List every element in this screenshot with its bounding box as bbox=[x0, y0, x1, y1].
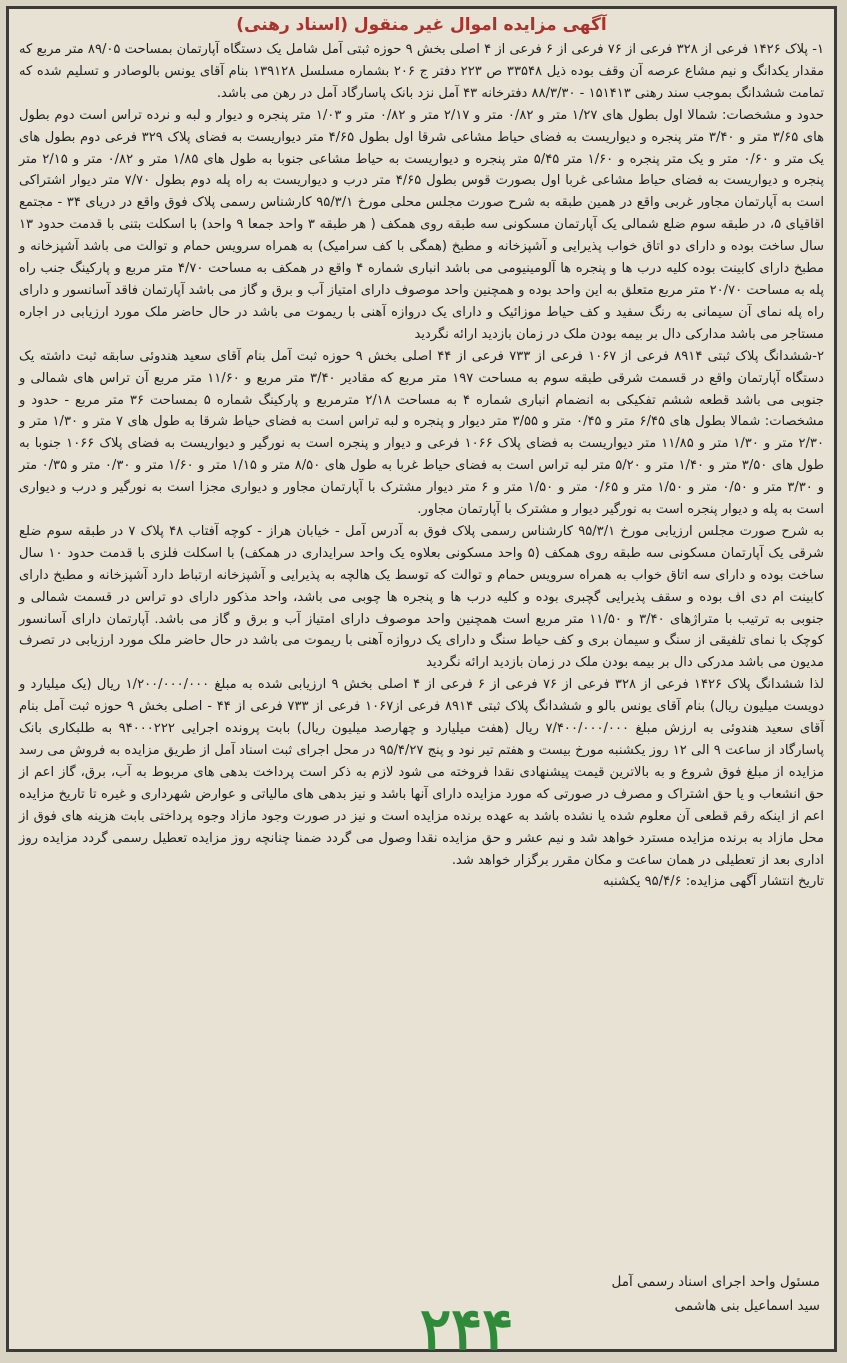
notice-body bbox=[9, 39, 834, 893]
paragraph-4: به شرح صورت مجلس ارزیابی مورخ ۹۵/۳/۱ کارشناس رسمی پلاک فوق به آدرس آمل - خیابان هراز - کوچه آفتاب ۴۸ پلاک ۷ در طبقه سوم ضلع شرقی یک آپارتمان مسکونی سه طبقه روی همکف (۵ واحد مسکونی بعلاوه یک واحد سرایداری در همکف) با اسکلت فلزی با قدمت حدود ۱۰ سال ساخت بوده و دارای سه اتاق خواب به همراه سرویس حمام و توالت که توسط یک هالچه به پذیرایی و آشپزخانه ارتباط دارد آشپزخانه و مطبخ دارای کابینت ام دی اف بوده و سقف پذیرایی گچبری بوده و کلیه درب ها و پنجره ها چوبی می باشد، واحد مذکور دارای دو تراس در قسمت شمالی و جنوبی به ترتیب با متراژهای ۳/۴۰ و ۱۱/۵۰ متر مربع است همچنین واحد موصوف دارای امتیاز آب و برق و گاز می باشد. آپارتمان دارای آسانسور کوچک با نمای تلفیقی از سنگ و سیمان بری و کف حیاط سنگ و دارای یک دروازه آهنی با ریموت می باشد در حال حاضر ملک مورد ارزیابی در تصرف مدیون می باشد مدرکی دال بر بیمه بودن ملک در زمان بازدید ارائه نگردید bbox=[19, 523, 824, 671]
publish-date: تاریخ انتشار آگهی مزایده: ۹۵/۴/۶ یکشنبه bbox=[602, 874, 824, 890]
paragraph-5: لذا ششدانگ پلاک ۱۴۲۶ فرعی از ۳۲۸ فرعی از ۷۶ فرعی از ۶ فرعی از ۴ اصلی بخش ۹ ارزیابی شده به مبلغ ۱/۲۰۰/۰۰۰/۰۰۰ ریال (یک میلیارد و دویست میلیون ریال) بنام آقای یونس بالو و ششدانگ پلاک ثبتی ۸۹۱۴ فرعی از۱۰۶۷ فرعی از ۷۳۳ فرعی از ۴۴ - اصلی بخش ۹ حوزه ثبت آمل بنام آقای سعید هندوئی به ارزش مبلغ ۷/۴۰۰/۰۰۰/۰۰۰ ریال (هفت میلیارد و چهارصد میلیون ریال) بابت پرونده اجرایی ۹۴۰۰۰۲۲۲ به طلبکاری بانک پاسارگاد از ساعت ۹ الی ۱۲ روز یکشنبه مورخ بیست و هفتم تیر نود و پنج ۹۵/۴/۲۷ در محل اجرای ثبت اسناد آمل از طریق مزایده به فروش می رسد مزایده از مبلغ فوق شروع و به بالاترین قیمت پیشنهادی نقدا فروخته می شود لازم به ذکر است پرداخت بدهی های مربوط به آب، برق، گاز اعم از حق انشعاب و یا حق اشتراک و مصرف در صورتی که مورد مزایده دارای آنها باشد و نیز بدهی های مالیاتی و عوارض شهرداری و غیره تا تاریخ مزایده اعم از اینکه رقم قطعی آن معلوم شده یا نشده باشد به عهده برنده مزایده است و نیز در صورت وجود مازاد وجوه پرداختی بابت هزینه های فوق از محل مازاد به برنده مزایده مسترد خواهد شد و نیم عشر و حق مزایده نقدا وصول می گردد ضمنا چنانچه روز مزایده تعطیل رسمی گردد مزایده روز اداری بعد از تعطیلی در همان ساعت و مکان مقرر برگزار خواهد شد. bbox=[19, 677, 825, 868]
paragraph-3: ۲-ششدانگ پلاک ثبتی ۸۹۱۴ فرعی از ۱۰۶۷ فرعی از ۷۳۳ فرعی از ۴۴ اصلی بخش ۹ حوزه ثبت آمل بنام آقای سعید هندوئی سابقه ثبت داشته یک دستگاه آپارتمان واقع در قسمت شرقی طبقه سوم به مساحت ۱۹۷ متر مربع که مقادیر ۳/۴۰ متر مربع و ۱۱/۶۰ متر مربع آن تراس های شمالی و جنوبی می باشد قطعه ششم تفکیکی به انضمام انباری شماره ۴ به مساحت ۲/۱۸ مترمربع و پارکینگ شماره ۵ بمساحت ۳۶ متر مربع - حدود و مشخصات: شمالا بطول های ۶/۴۵ متر و ۰/۴۵ متر و ۳/۵۵ متر دیوار و پنجره و لبه تراس است به فضای حیاط شرقا به طول های ۷ متر و ۱/۳۰ متر و ۲/۳۰ متر و ۱/۳۰ متر و ۱۱/۸۵ متر دیواریست به فضای پلاک ۱۰۶۶ فرعی و دیوار و پنجره است به نورگیر و دیواریست به فضای پلاک ۱۰۶۶ جنوبا به طول های ۳/۵۰ متر و ۱/۴۰ متر و ۵/۲۰ متر لبه تراس است به فضای حیاط غربا به طول های ۸/۵۰ متر و ۱/۱۵ متر و ۱/۶۰ متر و ۰/۳۰ متر و ۰/۳۵ متر و ۳/۳۰ متر و ۰/۵۰ متر و ۱/۵۰ متر و ۰/۶۵ متر و ۱/۵۰ متر و ۶ متر دیوار مشترک با آپارتمان مجاور و دیواری مجزا است به نورگیر و درب و دیواری است به پله و دیوار پنجره است به نورگیر دیوار و مشترک با آپارتمان مجاور. bbox=[19, 348, 825, 518]
notice-title: آگهی مزایده اموال غیر منقول (اسناد رهنی) bbox=[236, 15, 607, 35]
signature-block bbox=[500, 1270, 820, 1318]
handwritten-number: ۲۴۴ bbox=[420, 1295, 514, 1363]
signature-name: سید اسماعیل بنی هاشمی bbox=[674, 1298, 820, 1314]
paragraph-1: ۱- پلاک ۱۴۲۶ فرعی از ۳۲۸ فرعی از ۷۶ فرعی از ۶ فرعی از ۴ اصلی بخش ۹ حوزه ثبتی آمل شامل یک دستگاه آپارتمان بمساحت ۸۹/۰۵ متر مربع که مقدار یکدانگ و نیم مشاع عرصه آن وقف بوده ذیل ۳۳۵۴۸ ص ۲۲۳ دفتر ج ۲۰۶ بشماره مسلسل ۱۳۹۱۲۸ بنام آقای یونس بالوصادر و تسلیم شده که تمامت ششدانگ بموجب سند رهنی ۱۵۱۴۱۳ - ۸۸/۳/۳۰ دفترخانه ۴۳ آمل نزد بانک پاسارگاد آمل در رهن می باشد. bbox=[19, 42, 825, 101]
notice-sheet bbox=[6, 6, 837, 1352]
signature-title: مسئول واحد اجرای اسناد رسمی آمل bbox=[611, 1274, 820, 1290]
paragraph-2: حدود و مشخصات: شمالا اول بطول های ۱/۲۷ متر و ۰/۸۲ متر و ۲/۱۷ متر و ۰/۸۲ متر و ۱/۰۳ متر پنجره و دیوار و لبه و نرده تراس است دوم بطول های ۳/۶۵ متر و ۳/۴۰ متر پنجره و دیواریست به فضای حیاط مشاعی شرقا اول بطول ۴/۶۵ متر دیواریست به فضای پلاک ۳۲۹ فرعی دوم بطول های یک متر و ۰/۶۰ متر و یک متر پنجره و ۱/۶۰ متر ۵/۴۵ متر پنجره و دیواریست به حیاط مشاعی جنوبا به طول های ۱/۸۵ متر و ۰/۸۲ متر و ۲/۱۵ متر پنجره و دیواریست به فضای حیاط مشاعی غربا اول بصورت قوس بطول ۴/۶۵ متر درب و دیواریست به راه پله دوم بطول ۷/۷۰ متر دیوار اشتراکی است به آپارتمان مجاور غربی واقع در همین طبقه به شرح صورت مجلس محلی مورخ ۹۵/۳/۱ کارشناس رسمی پلاک فوق واقع در دریای ۳۴ - مجتمع اقاقیای ۵، در طبقه سوم ضلع شمالی یک آپارتمان مسکونی سه طبقه روی همکف ( هر طبقه ۳ واحد جمعا ۹ واحد) با اسکلت بتنی با قدمت حدود ۱۳ سال ساخت بوده و دارای دو اتاق خواب پذیرایی و آشپزخانه و مطبخ (همگی با کف سرامیک) به همراه سرویس حمام و توالت می باشد آشپزخانه و مطبخ دارای کابینت بوده کلیه درب ها و پنجره ها آلومینیومی می باشد انباری شماره ۴ واقع در همکف به مساحت ۴/۷۰ متر مربع و پارکینگ جنب راه پله به مساحت ۲۰/۷۰ متر مربع متعلق به این واحد بوده و همچنین واحد موصوف دارای امتیاز آب و برق و گاز می باشد آپارتمان فاقد آسانسور و دارای راه پله نمای آن سیمانی به رنگ سفید و کف حیاط موزائیک و دارای یک دروازه آهنی با ریموت می باشد در حال حاضر ملک مورد ارزیابی در اجاره مستاجر می باشد مدارکی دال بر بیمه بودن ملک در زمان بازدید ارائه نگردید bbox=[19, 107, 825, 342]
